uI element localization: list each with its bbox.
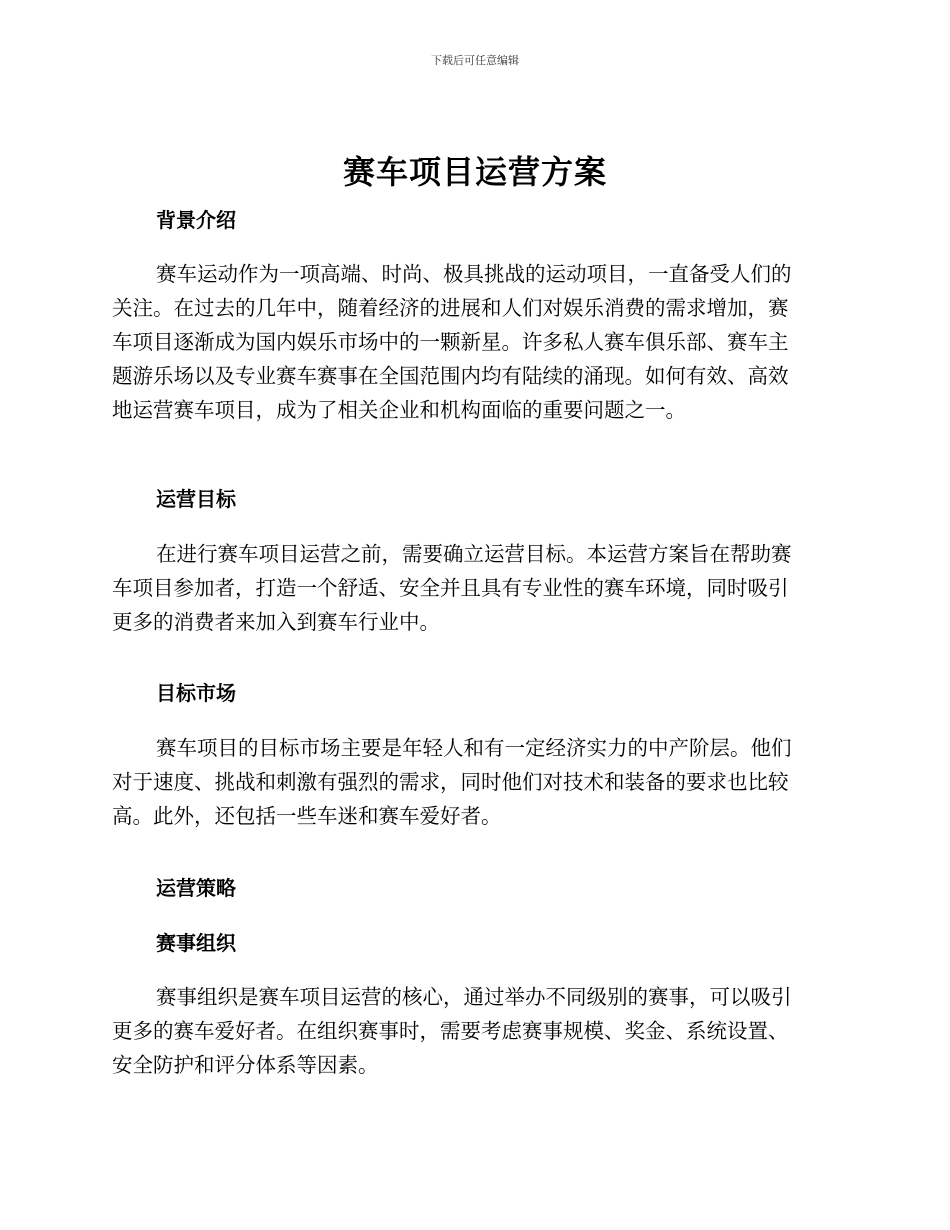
- paragraph-line: 对于速度、挑战和刺激有强烈的需求，同时他们对技术和装备的要求也比较: [112, 770, 789, 794]
- section-heading-strategy: 运营策略: [156, 876, 236, 900]
- paragraph-market: [112, 731, 828, 833]
- header-note: 下载后可任意编辑: [431, 54, 519, 67]
- paragraph-line: 赛事组织是赛车项目运营的核心，通过举办不同级别的赛事，可以吸引: [156, 985, 792, 1009]
- paragraph-line: 安全防护和评分体系等因素。: [112, 1053, 379, 1077]
- paragraph-line: 赛车项目的目标市场主要是年轻人和有一定经济实力的中产阶层。他们: [156, 736, 792, 760]
- paragraph-line: 在进行赛车项目运营之前，需要确立运营目标。本运营方案旨在帮助赛: [156, 542, 792, 566]
- paragraph-background: [112, 257, 828, 427]
- paragraph-line: 题游乐场以及专业赛车赛事在全国范围内均有陆续的涌现。如何有效、高效: [112, 364, 789, 388]
- paragraph-line: 车项目参加者，打造一个舒适、安全并且具有专业性的赛车环境，同时吸引: [112, 576, 789, 600]
- paragraph-line: 更多的消费者来加入到赛车行业中。: [112, 610, 440, 634]
- section-heading-background: 背景介绍: [156, 208, 236, 232]
- document-title: 赛车项目运营方案: [342, 153, 607, 191]
- section-heading-events: 赛事组织: [156, 931, 236, 955]
- paragraph-line: 关注。在过去的几年中，随着经济的进展和人们对娱乐消费的需求增加，赛: [112, 296, 789, 320]
- paragraph-line: 更多的赛车爱好者。在组织赛事时，需要考虑赛事规模、奖金、系统设置、: [112, 1019, 789, 1043]
- paragraph-line: 高。此外，还包括一些车迷和赛车爱好者。: [112, 804, 502, 828]
- paragraph-line: 地运营赛车项目，成为了相关企业和机构面临的重要问题之一。: [112, 398, 686, 422]
- paragraph-line: 车项目逐渐成为国内娱乐市场中的一颗新星。许多私人赛车俱乐部、赛车主: [112, 330, 789, 354]
- paragraph-goals: [112, 537, 828, 639]
- section-heading-goals: 运营目标: [156, 487, 236, 511]
- paragraph-line: 赛车运动作为一项高端、时尚、极具挑战的运动项目，一直备受人们的: [156, 262, 792, 286]
- paragraph-events: [112, 980, 828, 1082]
- section-heading-market: 目标市场: [156, 681, 236, 705]
